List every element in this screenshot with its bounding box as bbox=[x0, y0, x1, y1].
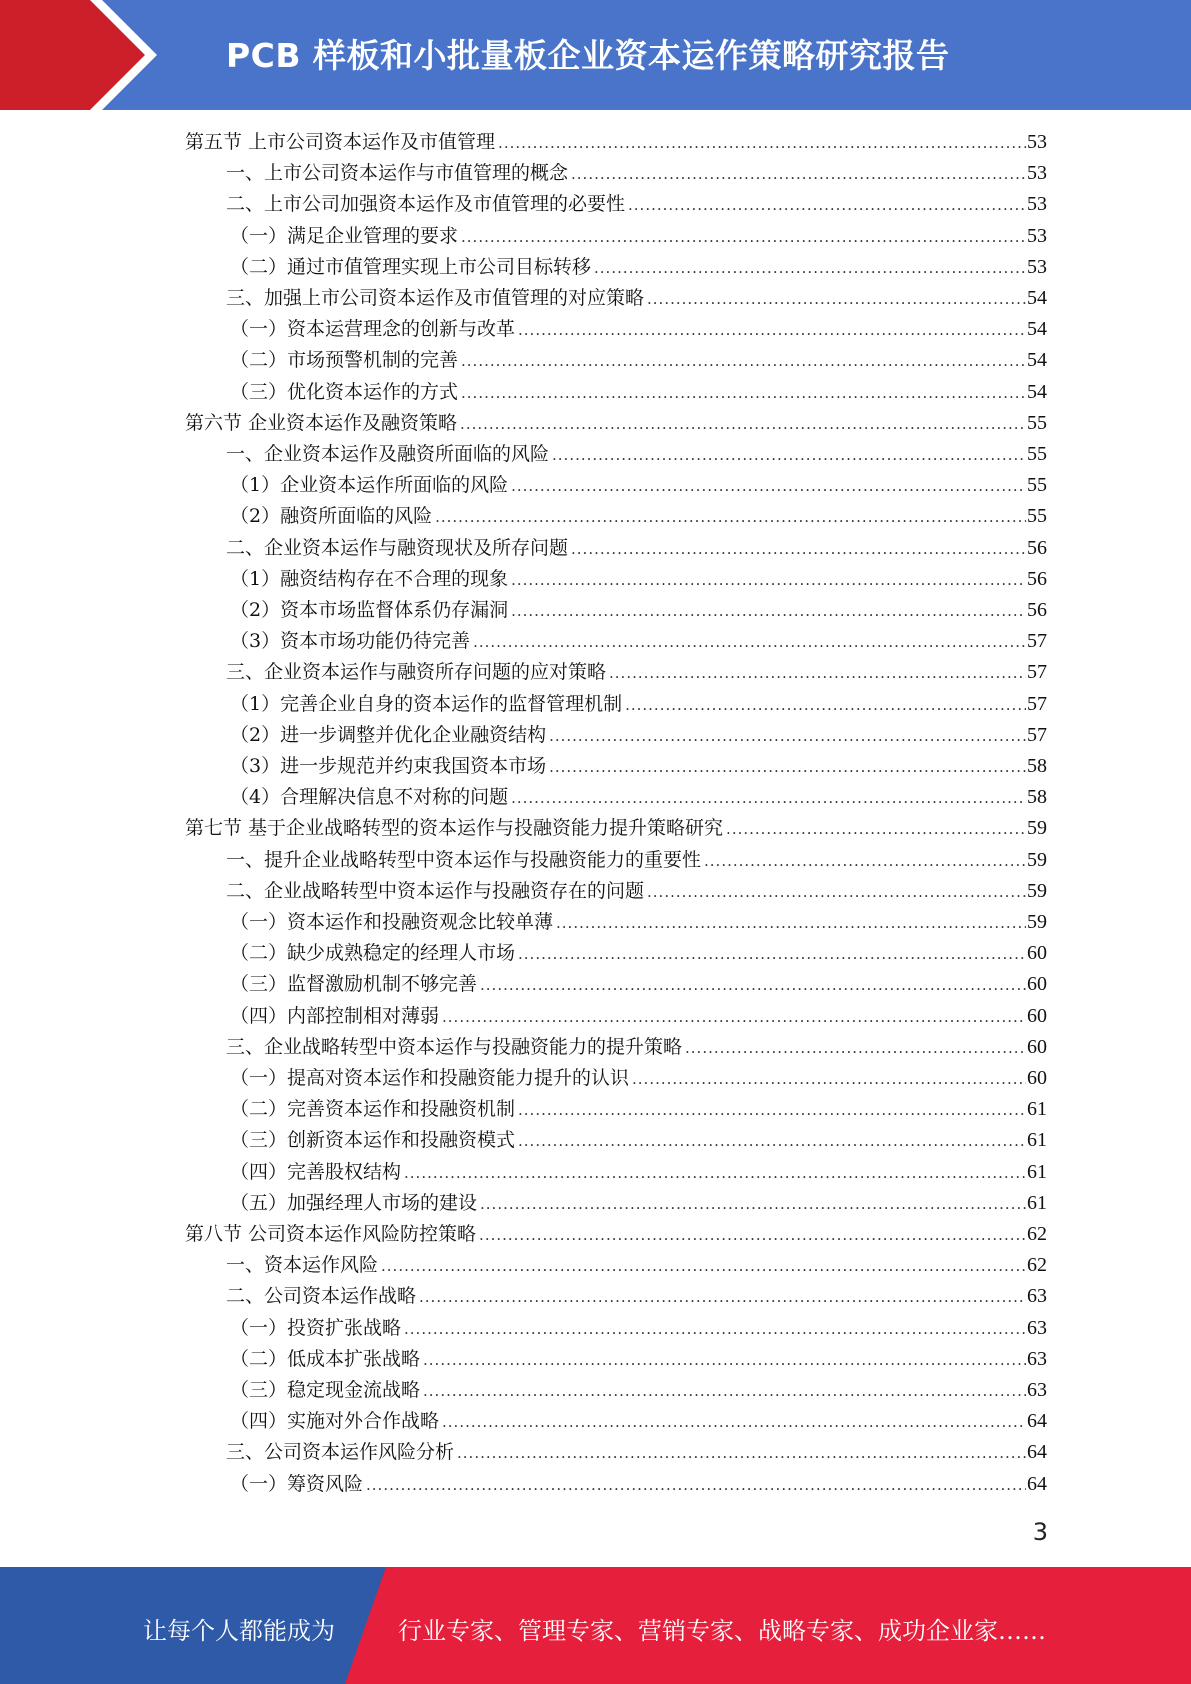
toc-entry-page: 53 bbox=[1027, 131, 1047, 153]
toc-entry-title: （三）监督激励机制不够完善 bbox=[230, 973, 478, 995]
toc-dot-leader bbox=[419, 1282, 1026, 1313]
toc-dot-leader bbox=[549, 721, 1026, 752]
toc-entry[interactable] bbox=[230, 377, 1047, 408]
toc-entry-title: （一）满足企业管理的要求 bbox=[230, 225, 459, 247]
toc-entry-title: （2）进一步调整并优化企业融资结构 bbox=[230, 724, 547, 746]
toc-dot-leader bbox=[594, 253, 1026, 284]
toc-entry-page: 62 bbox=[1027, 1223, 1047, 1245]
toc-entry[interactable] bbox=[230, 1063, 1047, 1094]
toc-entry[interactable] bbox=[230, 720, 1047, 751]
toc-entry-page: 54 bbox=[1027, 287, 1047, 309]
toc-entry[interactable] bbox=[226, 189, 1047, 220]
toc-dot-leader bbox=[404, 1158, 1026, 1189]
toc-dot-leader bbox=[423, 1345, 1026, 1376]
toc-dot-leader bbox=[511, 565, 1026, 596]
toc-dot-leader bbox=[518, 939, 1026, 970]
toc-entry-title: （二）低成本扩张战略 bbox=[230, 1348, 421, 1370]
toc-entry-title: 第五节 上市公司资本运作及市值管理 bbox=[185, 131, 496, 153]
toc-entry-page: 59 bbox=[1027, 817, 1047, 839]
toc-dot-leader bbox=[498, 128, 1026, 159]
toc-entry-title: 第八节 公司资本运作风险防控策略 bbox=[185, 1223, 477, 1245]
toc-entry[interactable] bbox=[230, 626, 1047, 657]
toc-entry-page: 60 bbox=[1027, 1067, 1047, 1089]
toc-dot-leader bbox=[571, 159, 1026, 190]
toc-entry-page: 55 bbox=[1027, 412, 1047, 434]
toc-entry-page: 57 bbox=[1027, 661, 1047, 683]
toc-entry[interactable] bbox=[226, 845, 1047, 876]
toc-dot-leader bbox=[518, 315, 1026, 346]
toc-entry-title: 第六节 企业资本运作及融资策略 bbox=[185, 412, 458, 434]
toc-dot-leader bbox=[609, 658, 1026, 689]
toc-entry-title: （一）提高对资本运作和投融资能力提升的认识 bbox=[230, 1067, 630, 1089]
toc-entry-title: 第七节 基于企业战略转型的资本运作与投融资能力提升策略研究 bbox=[185, 817, 724, 839]
toc-entry-title: 二、企业资本运作与融资现状及所存问题 bbox=[226, 537, 569, 559]
page-footer bbox=[0, 1567, 1191, 1684]
toc-entry-page: 57 bbox=[1027, 630, 1047, 652]
toc-entry-page: 54 bbox=[1027, 381, 1047, 403]
toc-entry-page: 60 bbox=[1027, 1005, 1047, 1027]
toc-entry-page: 61 bbox=[1027, 1161, 1047, 1183]
toc-entry-page: 58 bbox=[1027, 755, 1047, 777]
toc-entry-title: （4）合理解决信息不对称的问题 bbox=[230, 786, 509, 808]
toc-dot-leader bbox=[549, 752, 1026, 783]
toc-dot-leader bbox=[625, 690, 1026, 721]
toc-entry-page: 54 bbox=[1027, 349, 1047, 371]
toc-dot-leader bbox=[461, 222, 1026, 253]
toc-entry[interactable] bbox=[230, 345, 1047, 376]
toc-entry-page: 60 bbox=[1027, 942, 1047, 964]
toc-dot-leader bbox=[457, 1438, 1026, 1469]
toc-entry-title: 一、上市公司资本运作与市值管理的概念 bbox=[226, 162, 569, 184]
toc-entry[interactable] bbox=[230, 564, 1047, 595]
toc-dot-leader bbox=[511, 471, 1026, 502]
toc-entry-title: （四）实施对外合作战略 bbox=[230, 1410, 440, 1432]
toc-entry-title: （三）创新资本运作和投融资模式 bbox=[230, 1129, 516, 1151]
toc-entry-title: （二）完善资本运作和投融资机制 bbox=[230, 1098, 516, 1120]
toc-entry-page: 55 bbox=[1027, 443, 1047, 465]
toc-entry-title: 三、加强上市公司资本运作及市值管理的对应策略 bbox=[226, 287, 645, 309]
toc-entry-page: 59 bbox=[1027, 911, 1047, 933]
toc-dot-leader bbox=[435, 502, 1026, 533]
toc-entry[interactable] bbox=[230, 969, 1047, 1000]
toc-entry-page: 56 bbox=[1027, 537, 1047, 559]
report-title: PCB 样板和小批量板企业资本运作策略研究报告 bbox=[226, 36, 950, 75]
toc-entry[interactable] bbox=[185, 813, 1047, 844]
toc-entry-title: 三、企业战略转型中资本运作与投融资能力的提升策略 bbox=[226, 1036, 683, 1058]
toc-entry[interactable] bbox=[230, 1375, 1047, 1406]
toc-entry[interactable] bbox=[226, 439, 1047, 470]
toc-entry-title: （一）筹资风险 bbox=[230, 1473, 364, 1495]
toc-entry[interactable] bbox=[230, 314, 1047, 345]
toc-entry-page: 63 bbox=[1027, 1348, 1047, 1370]
toc-entry[interactable] bbox=[226, 533, 1047, 564]
toc-dot-leader bbox=[647, 877, 1026, 908]
toc-entry-title: 二、公司资本运作战略 bbox=[226, 1285, 417, 1307]
toc-entry-title: （2）资本市场监督体系仍存漏洞 bbox=[230, 599, 509, 621]
toc-entry[interactable] bbox=[230, 751, 1047, 782]
toc-dot-leader bbox=[479, 1220, 1026, 1251]
toc-entry-page: 56 bbox=[1027, 599, 1047, 621]
toc-entry[interactable] bbox=[226, 876, 1047, 907]
toc-entry-title: （一）资本运营理念的创新与改革 bbox=[230, 318, 516, 340]
toc-dot-leader bbox=[647, 284, 1026, 315]
toc-entry-title: （一）投资扩张战略 bbox=[230, 1317, 402, 1339]
toc-dot-leader bbox=[685, 1033, 1026, 1064]
toc-entry-title: （3）资本市场功能仍待完善 bbox=[230, 630, 471, 652]
toc-entry[interactable] bbox=[230, 938, 1047, 969]
toc-entry[interactable] bbox=[226, 1281, 1047, 1312]
toc-dot-leader bbox=[381, 1251, 1026, 1282]
toc-entry-page: 59 bbox=[1027, 880, 1047, 902]
toc-entry[interactable] bbox=[230, 907, 1047, 938]
toc-entry[interactable] bbox=[185, 127, 1047, 158]
toc-entry[interactable] bbox=[226, 283, 1047, 314]
toc-entry-page: 64 bbox=[1027, 1410, 1047, 1432]
toc-entry-page: 61 bbox=[1027, 1098, 1047, 1120]
footer-slogan-right: 行业专家、管理专家、营销专家、战略专家、成功企业家…… bbox=[398, 1617, 1046, 1645]
toc-entry-page: 53 bbox=[1027, 193, 1047, 215]
toc-entry[interactable] bbox=[230, 1469, 1047, 1500]
toc-entry[interactable] bbox=[230, 1313, 1047, 1344]
toc-entry-page: 57 bbox=[1027, 693, 1047, 715]
toc-entry-page: 60 bbox=[1027, 973, 1047, 995]
toc-entry[interactable] bbox=[226, 1437, 1047, 1468]
toc-dot-leader bbox=[556, 908, 1026, 939]
toc-entry-title: （三）优化资本运作的方式 bbox=[230, 381, 459, 403]
toc-entry-page: 60 bbox=[1027, 1036, 1047, 1058]
toc-entry[interactable] bbox=[230, 595, 1047, 626]
toc-dot-leader bbox=[704, 846, 1026, 877]
toc-entry-page: 64 bbox=[1027, 1473, 1047, 1495]
toc-dot-leader bbox=[473, 627, 1026, 658]
toc-entry-page: 63 bbox=[1027, 1285, 1047, 1307]
toc-dot-leader bbox=[511, 596, 1026, 627]
toc-entry-page: 63 bbox=[1027, 1379, 1047, 1401]
toc-dot-leader bbox=[518, 1126, 1026, 1157]
toc-entry-title: 一、企业资本运作及融资所面临的风险 bbox=[226, 443, 550, 465]
toc-entry[interactable] bbox=[185, 408, 1047, 439]
toc-entry-title: （3）进一步规范并约束我国资本市场 bbox=[230, 755, 547, 777]
toc-entry-page: 59 bbox=[1027, 849, 1047, 871]
toc-dot-leader bbox=[571, 534, 1026, 565]
footer-slogan-left: 让每个人都能成为 bbox=[143, 1617, 335, 1645]
toc-entry-page: 55 bbox=[1027, 474, 1047, 496]
toc-dot-leader bbox=[460, 409, 1026, 440]
toc-entry-title: 二、上市公司加强资本运作及市值管理的必要性 bbox=[226, 193, 626, 215]
toc-dot-leader bbox=[366, 1470, 1026, 1501]
toc-entry-title: （1）融资结构存在不合理的现象 bbox=[230, 568, 509, 590]
toc-entry[interactable] bbox=[230, 252, 1047, 283]
toc-entry-title: （1）企业资本运作所面临的风险 bbox=[230, 474, 509, 496]
toc-entry-title: （二）市场预警机制的完善 bbox=[230, 349, 459, 371]
toc-entry[interactable] bbox=[230, 782, 1047, 813]
toc-entry[interactable] bbox=[226, 1032, 1047, 1063]
toc-entry-title: 一、提升企业战略转型中资本运作与投融资能力的重要性 bbox=[226, 849, 702, 871]
toc-dot-leader bbox=[726, 814, 1026, 845]
toc-dot-leader bbox=[552, 440, 1026, 471]
toc-entry-title: 一、资本运作风险 bbox=[226, 1254, 379, 1276]
toc-entry-title: 三、企业资本运作与融资所存问题的应对策略 bbox=[226, 661, 607, 683]
toc-entry-page: 53 bbox=[1027, 162, 1047, 184]
toc-entry-page: 63 bbox=[1027, 1317, 1047, 1339]
toc-dot-leader bbox=[628, 190, 1026, 221]
toc-entry-title: （四）内部控制相对薄弱 bbox=[230, 1005, 440, 1027]
toc-entry-page: 61 bbox=[1027, 1129, 1047, 1151]
toc-dot-leader bbox=[461, 378, 1026, 409]
toc-entry-title: 三、公司资本运作风险分析 bbox=[226, 1441, 455, 1463]
toc-entry-title: （三）稳定现金流战略 bbox=[230, 1379, 421, 1401]
toc-dot-leader bbox=[480, 970, 1026, 1001]
toc-dot-leader bbox=[442, 1002, 1026, 1033]
toc-entry[interactable] bbox=[230, 470, 1047, 501]
toc-dot-leader bbox=[632, 1064, 1026, 1095]
toc-entry-page: 53 bbox=[1027, 225, 1047, 247]
toc-entry[interactable] bbox=[230, 1125, 1047, 1156]
toc-entry[interactable] bbox=[226, 1250, 1047, 1281]
toc-entry-page: 53 bbox=[1027, 256, 1047, 278]
toc-entry-title: （五）加强经理人市场的建设 bbox=[230, 1192, 478, 1214]
toc-entry[interactable] bbox=[226, 657, 1047, 688]
toc-entry-page: 61 bbox=[1027, 1192, 1047, 1214]
toc-entry[interactable] bbox=[230, 689, 1047, 720]
page-number: 3 bbox=[1032, 1518, 1048, 1546]
toc-entry-title: （二）缺少成熟稳定的经理人市场 bbox=[230, 942, 516, 964]
page-header bbox=[0, 0, 1191, 110]
toc-dot-leader bbox=[511, 783, 1026, 814]
toc-entry[interactable] bbox=[185, 1219, 1047, 1250]
toc-entry[interactable] bbox=[230, 1406, 1047, 1437]
toc-entry-page: 55 bbox=[1027, 505, 1047, 527]
toc-dot-leader bbox=[423, 1376, 1026, 1407]
toc-entry-title: （2）融资所面临的风险 bbox=[230, 505, 433, 527]
toc-entry-page: 58 bbox=[1027, 786, 1047, 808]
toc-entry-page: 56 bbox=[1027, 568, 1047, 590]
toc-entry[interactable] bbox=[230, 1001, 1047, 1032]
toc-dot-leader bbox=[442, 1407, 1026, 1438]
toc-entry-page: 62 bbox=[1027, 1254, 1047, 1276]
toc-entry[interactable] bbox=[230, 1094, 1047, 1125]
toc-entry[interactable] bbox=[230, 221, 1047, 252]
toc-entry-title: 二、企业战略转型中资本运作与投融资存在的问题 bbox=[226, 880, 645, 902]
toc-entry-title: （1）完善企业自身的资本运作的监督管理机制 bbox=[230, 693, 623, 715]
toc-dot-leader bbox=[404, 1314, 1026, 1345]
toc-entry-page: 64 bbox=[1027, 1441, 1047, 1463]
toc-dot-leader bbox=[461, 346, 1026, 377]
header-arrow-decoration bbox=[0, 0, 180, 110]
toc-entry[interactable] bbox=[230, 501, 1047, 532]
toc-dot-leader bbox=[480, 1189, 1026, 1220]
toc-entry-title: （四）完善股权结构 bbox=[230, 1161, 402, 1183]
toc-entry-page: 54 bbox=[1027, 318, 1047, 340]
toc-entry-title: （二）通过市值管理实现上市公司目标转移 bbox=[230, 256, 592, 278]
toc-entry[interactable] bbox=[230, 1157, 1047, 1188]
toc-entry-title: （一）资本运作和投融资观念比较单薄 bbox=[230, 911, 554, 933]
toc-entry[interactable] bbox=[230, 1188, 1047, 1219]
toc-entry-page: 57 bbox=[1027, 724, 1047, 746]
toc-entry[interactable] bbox=[230, 1344, 1047, 1375]
toc-dot-leader bbox=[518, 1095, 1026, 1126]
toc-entry[interactable] bbox=[226, 158, 1047, 189]
